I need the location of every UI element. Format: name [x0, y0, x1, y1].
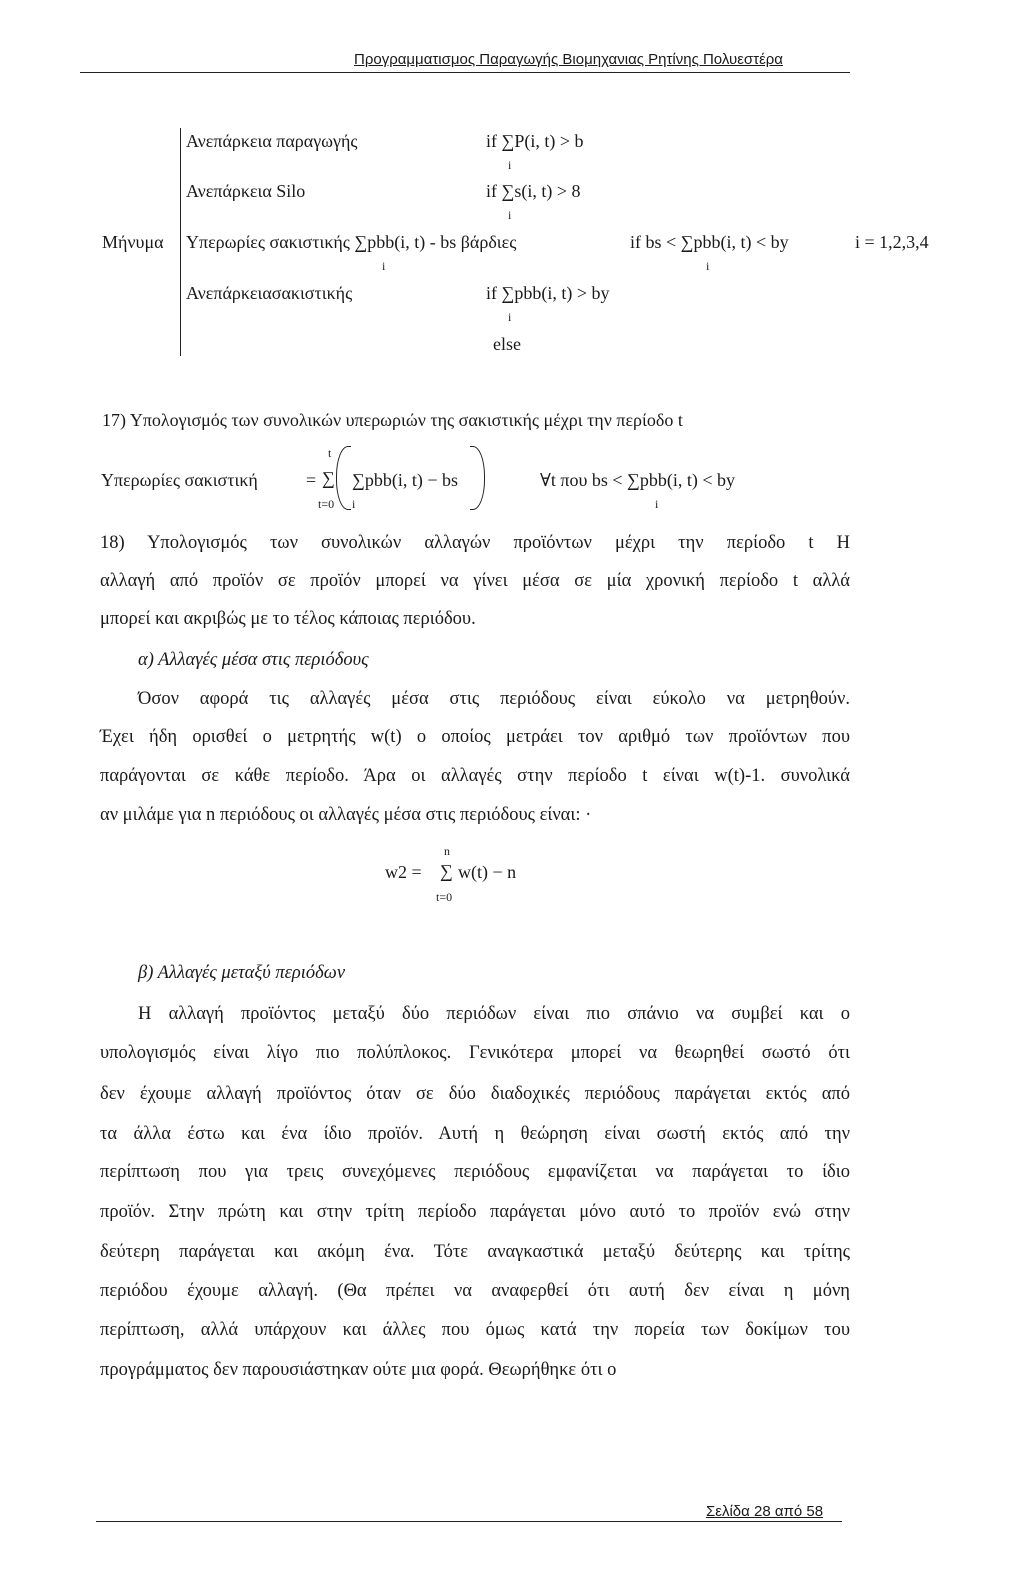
section-17-heading: 17) Υπολογισμός των συνολικών υπερωριών της σακιστικής μέχρι την περίοδο t	[102, 410, 683, 430]
sum-index: i	[508, 310, 512, 324]
sum-upper: n	[444, 844, 450, 858]
inner-sum-index: i	[352, 497, 356, 511]
sum-index: i	[508, 158, 512, 172]
message-condition: if bs < ∑pbb(i, t) < by	[630, 232, 789, 252]
paragraph-line: προϊόν. Στην πρώτη και στην τρίτη περίοδο παράγεται μόνο αυτό το προϊόν ενώ στην	[100, 1202, 850, 1222]
formula-lhs: w2 =	[385, 862, 422, 882]
message-condition: if ∑s(i, t) > 8	[486, 181, 581, 201]
paragraph-line: Όσον αφορά τις αλλαγές μέσα στις περιόδους είναι εύκολο να μετρηθούν.	[138, 689, 850, 709]
message-name: Ανεπάρκειασακιστικής	[186, 283, 353, 303]
message-name: Ανεπάρκεια παραγωγής	[186, 131, 358, 151]
paragraph-line: υπολογισμός είναι λίγο πιο πολύπλοκος. Γενικότερα μπορεί να θεωρηθεί σωστό ότι	[100, 1043, 850, 1063]
sum-sign-icon: ∑	[440, 861, 453, 881]
paragraph-line: παράγονται σε κάθε περίοδο. Άρα οι αλλαγές στην περίοδο t είναι w(t)-1. συνολικά	[100, 766, 850, 786]
header-rule	[80, 72, 850, 73]
sum-index: i	[706, 259, 710, 273]
message-name: Ανεπάρκεια Silo	[186, 181, 306, 201]
sum-lower: t=0	[318, 497, 335, 511]
message-name: Υπερωρίες σακιστικής ∑pbb(i, t) - bs βάρδιες	[186, 232, 517, 252]
sum-sign-icon: ∑	[322, 468, 335, 488]
paragraph-line: δεν έχουμε αλλαγή προϊόντος όταν σε δύο διαδοχικές περιόδους παράγεται εκτός από	[100, 1084, 850, 1104]
sum-index: i	[382, 259, 386, 273]
paragraph-line: αν μιλάμε για n περιόδους οι αλλαγές μέσα στις περιόδους είναι: ·	[100, 805, 592, 825]
section-18-line: μπορεί και ακριβώς με το τέλος κάποιας περιόδου.	[100, 609, 476, 629]
message-condition-else: else	[493, 334, 521, 354]
paragraph-line: δεύτερη παράγεται και ακόμη ένα. Τότε αναγκαστικά μεταξύ δεύτερης και τρίτης	[100, 1242, 850, 1262]
paragraph-line: Έχει ήδη ορισθεί ο μετρητής w(t) ο οποίος μετράει τον αριθμό των προϊόντων που	[100, 727, 850, 747]
index-range: i = 1,2,3,4	[855, 232, 929, 252]
sum-lower: t=0	[436, 890, 453, 904]
page-number: Σελίδα 28 από 58	[706, 1503, 824, 1520]
paragraph-line: προγράμματος δεν παρουσιάστηκαν ούτε μια φορά. Θεωρήθηκε ότι ο	[100, 1360, 617, 1380]
paragraph-line: περίπτωση, αλλά υπάρχουν και άλλες που όμως κατά την πορεία των δοκίμων του	[100, 1320, 850, 1340]
subsection-b-heading: β) Αλλαγές μεταξύ περιόδων	[138, 963, 346, 983]
section-18-line: αλλαγή από προϊόν σε προϊόν μπορεί να γίνει μέσα σε μία χρονική περίοδο t αλλά	[100, 571, 850, 591]
section-18-line: 18) Υπολογισμός των συνολικών αλλαγών προϊόντων μέχρι την περίοδο t Η	[100, 533, 850, 553]
table-row-label: Μήνυμα	[102, 232, 164, 252]
right-paren-icon	[470, 446, 485, 510]
sum-index: i	[508, 208, 512, 222]
paragraph-line: περίπτωση που για τρεις συνεχόμενες περιόδους εμφανίζεται να παράγεται το ίδιο	[100, 1162, 850, 1182]
formula-condition: ∀t που bs < ∑pbb(i, t) < by	[540, 470, 735, 490]
message-condition: if ∑P(i, t) > b	[486, 131, 584, 151]
table-left-border	[180, 128, 181, 356]
formula-inner: ∑pbb(i, t) − bs	[352, 470, 458, 490]
formula-rhs: w(t) − n	[458, 862, 517, 882]
formula-lhs: Υπερωρίες σακιστική	[101, 470, 258, 490]
formula-equals: =	[306, 470, 317, 490]
page-header-title: Προγραμματισμος Παραγωγής Βιομηχανιας Ρητίνης Πολυεστέρα	[354, 51, 783, 68]
footer-rule	[96, 1521, 842, 1522]
subsection-a-heading: α) Αλλαγές μέσα στις περιόδους	[138, 650, 369, 670]
paragraph-line: περιόδου έχουμε αλλαγή. (Θα πρέπει να αναφερθεί ότι αυτή δεν είναι η μόνη	[100, 1281, 850, 1301]
paragraph-line: τα άλλα έστω και ένα ίδιο προϊόν. Αυτή η θεώρηση είναι σωστή εκτός από την	[100, 1124, 850, 1144]
condition-sum-index: i	[655, 497, 659, 511]
left-paren-icon	[336, 446, 351, 510]
paragraph-line: Η αλλαγή προϊόντος μεταξύ δύο περιόδων είναι πιο σπάνιο να συμβεί και ο	[138, 1004, 850, 1024]
sum-upper: t	[328, 446, 332, 460]
message-condition: if ∑pbb(i, t) > by	[486, 283, 610, 303]
